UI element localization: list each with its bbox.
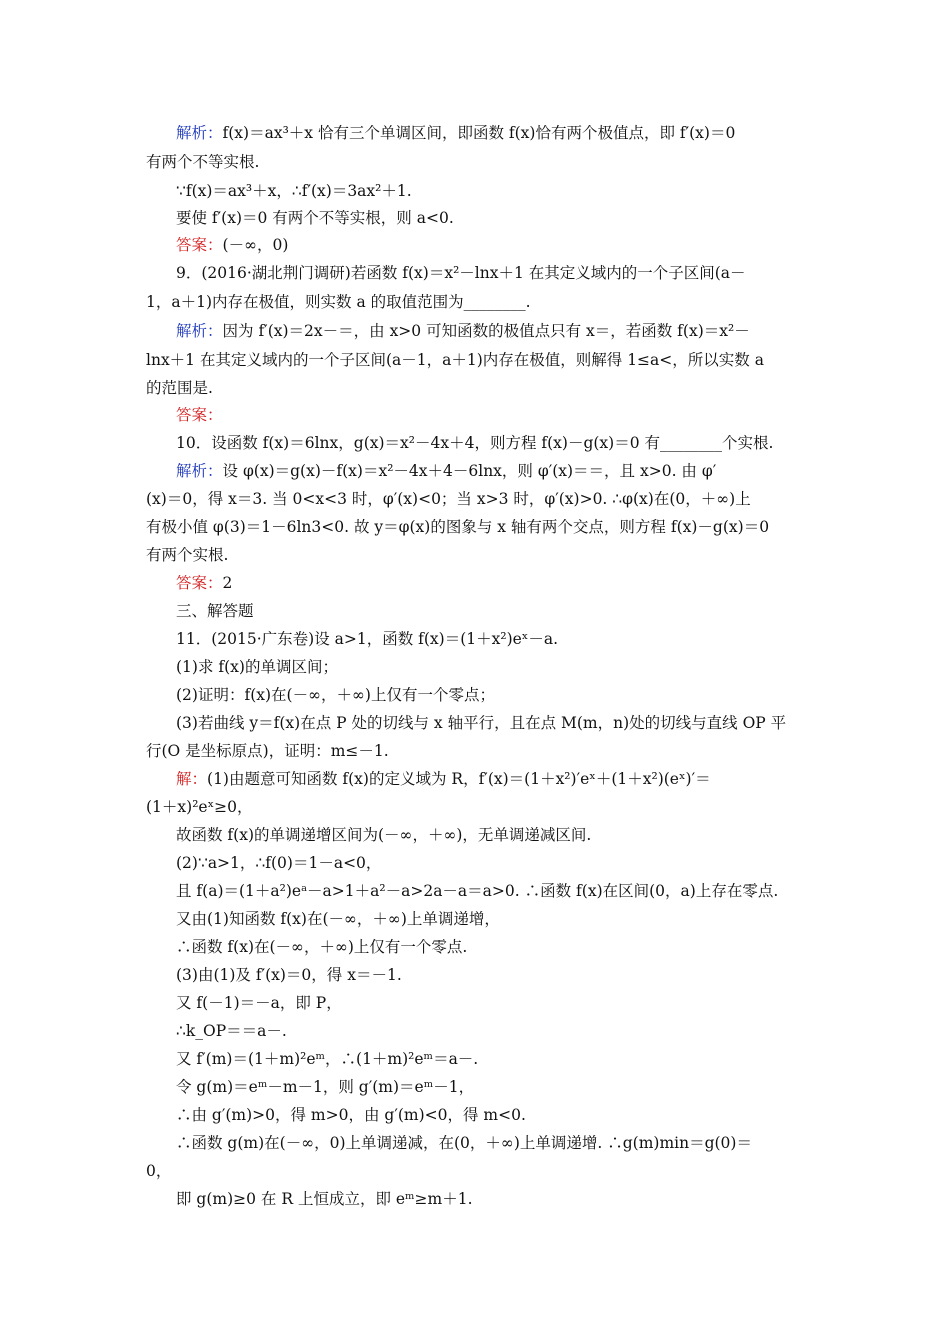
text-line <box>176 461 816 481</box>
text-line <box>176 208 816 228</box>
text-line <box>176 993 816 1013</box>
line-text: (1＋x)²eˣ≥0， <box>146 798 253 816</box>
line-text: (x)＝0，得 x＝3. 当 0<x<3 时，φ′(x)<0；当 x>3 时，φ′(x)>0. ∴φ(x)在(0，＋∞)上 <box>146 490 751 508</box>
text-line <box>176 181 816 201</box>
text-line <box>176 909 816 929</box>
answer-label: 答案： <box>176 406 223 424</box>
line-text: 1，a＋1)内存在极值，则实数 a 的取值范围为________. <box>146 293 531 311</box>
text-line <box>176 1077 816 1097</box>
text-line <box>176 1021 816 1041</box>
text-line <box>176 1189 816 1209</box>
text-line <box>146 152 816 172</box>
text-line <box>176 405 816 425</box>
text-line <box>146 545 816 565</box>
line-text: (1)由题意可知函数 f(x)的定义域为 R，f′(x)＝(1＋x²)′eˣ＋(1＋x²)(eˣ)′＝ <box>207 770 711 788</box>
text-line <box>176 685 816 705</box>
text-line <box>176 769 816 789</box>
section-heading <box>176 601 816 621</box>
line-text: ∴由 g′(m)>0，得 m>0，由 g′(m)<0，得 m<0. <box>176 1106 526 1124</box>
line-text: 又由(1)知函数 f(x)在(－∞，＋∞)上单调递增， <box>176 910 500 928</box>
line-text: ∴k_OP＝＝a－. <box>176 1022 287 1040</box>
text-line <box>146 797 816 817</box>
analysis-label: 解析： <box>176 124 223 142</box>
text-line <box>146 378 816 398</box>
analysis-label: 解析： <box>176 322 223 340</box>
line-text: 2 <box>222 574 233 592</box>
line-text: (2)∵a>1，∴f(0)＝1－a<0， <box>176 854 382 872</box>
text-line <box>146 1161 816 1181</box>
text-line <box>176 573 816 593</box>
line-text: 令 g(m)＝eᵐ－m－1，则 g′(m)＝eᵐ－1， <box>176 1078 475 1096</box>
line-text: ∴函数 f(x)在(－∞，＋∞)上仅有一个零点. <box>176 938 468 956</box>
text-line <box>176 1049 816 1069</box>
line-text: 行(O 是坐标原点)，证明：m≤－1. <box>146 742 389 760</box>
line-text: ∴函数 g(m)在(－∞，0)上单调递减，在(0，＋∞)上单调递增. ∴g(m)min＝g(0)＝ <box>176 1134 752 1152</box>
text-line <box>176 937 816 957</box>
text-line <box>146 517 816 537</box>
question-line <box>176 629 816 649</box>
answer-label: 答案： <box>176 236 223 254</box>
solution-label: 解： <box>176 770 208 788</box>
question-line <box>176 433 816 453</box>
line-text: 有两个实根. <box>146 546 229 564</box>
line-text: 即 g(m)≥0 在 R 上恒成立，即 eᵐ≥m＋1. <box>176 1190 473 1208</box>
text-line <box>146 741 816 761</box>
line-text: f(x)＝ax³＋x 恰有三个单调区间，即函数 f(x)恰有两个极值点，即 f′(x)＝0 <box>222 124 736 142</box>
text-line <box>176 1105 816 1125</box>
line-text: 有极小值 φ(3)＝1－6ln3<0. 故 y＝φ(x)的图象与 x 轴有两个交点，则方程 f(x)－g(x)＝0 <box>146 518 770 536</box>
text-line <box>176 1133 816 1153</box>
line-text: 有两个不等实根. <box>146 153 260 171</box>
text-line <box>176 321 816 341</box>
answer-label: 答案： <box>176 574 223 592</box>
text-line <box>176 853 816 873</box>
line-text: 要使 f′(x)＝0 有两个不等实根，则 a<0. <box>176 209 454 227</box>
line-text: 又 f(－1)＝－a，即 P， <box>176 994 342 1012</box>
line-text: 又 f′(m)＝(1＋m)²eᵐ，∴(1＋m)²eᵐ＝a－. <box>176 1050 479 1068</box>
line-text: 11．(2015·广东卷)设 a>1，函数 f(x)＝(1＋x²)eˣ－a. <box>176 630 559 648</box>
line-text: 三、解答题 <box>176 602 254 620</box>
text-line <box>146 292 816 312</box>
line-text: (3)若曲线 y＝f(x)在点 P 处的切线与 x 轴平行，且在点 M(m，n)处的切线与直线 OP 平 <box>176 714 787 732</box>
line-text: 的范围是. <box>146 379 213 397</box>
line-text: 因为 f′(x)＝2x－＝，由 x>0 可知函数的极值点只有 x＝，若函数 f(x)＝x²－ <box>222 322 750 340</box>
text-line <box>176 881 816 901</box>
line-text: 10．设函数 f(x)＝6lnx，g(x)＝x²－4x＋4，则方程 f(x)－g(x)＝0 有________个实根. <box>176 434 774 452</box>
line-text: lnx＋1 在其定义域内的一个子区间(a－1，a＋1)内存在极值，则解得 1≤a<，所以实数 a <box>146 351 764 369</box>
line-text: (1)求 f(x)的单调区间； <box>176 658 338 676</box>
text-line <box>176 235 816 255</box>
line-text: (3)由(1)及 f′(x)＝0，得 x＝－1. <box>176 966 402 984</box>
text-line <box>176 657 816 677</box>
text-line <box>146 489 816 509</box>
analysis-label: 解析： <box>176 462 223 480</box>
text-line <box>176 713 816 733</box>
text-line <box>176 825 816 845</box>
line-text: 9．(2016·湖北荆门调研)若函数 f(x)＝x²－lnx＋1 在其定义域内的一个子区间(a－ <box>176 264 746 282</box>
line-text: 且 f(a)＝(1＋a²)eᵃ－a>1＋a²－a>2a－a＝a>0. ∴函数 f(x)在区间(0，a)上存在零点. <box>176 882 779 900</box>
line-text: 设 φ(x)＝g(x)－f(x)＝x²－4x＋4－6lnx，则 φ′(x)＝＝，且 x>0. 由 φ′ <box>222 462 717 480</box>
line-text: 故函数 f(x)的单调递增区间为(－∞，＋∞)，无单调递减区间. <box>176 826 592 844</box>
text-line <box>176 123 816 143</box>
text-line <box>146 350 816 370</box>
line-text: ∵f(x)＝ax³＋x，∴f′(x)＝3ax²＋1. <box>176 182 412 200</box>
line-text: (2)证明：f(x)在(－∞，＋∞)上仅有一个零点； <box>176 686 495 704</box>
line-text: (－∞，0) <box>222 236 289 254</box>
line-text: 0， <box>146 1162 172 1180</box>
question-line <box>176 263 816 283</box>
text-line <box>176 965 816 985</box>
